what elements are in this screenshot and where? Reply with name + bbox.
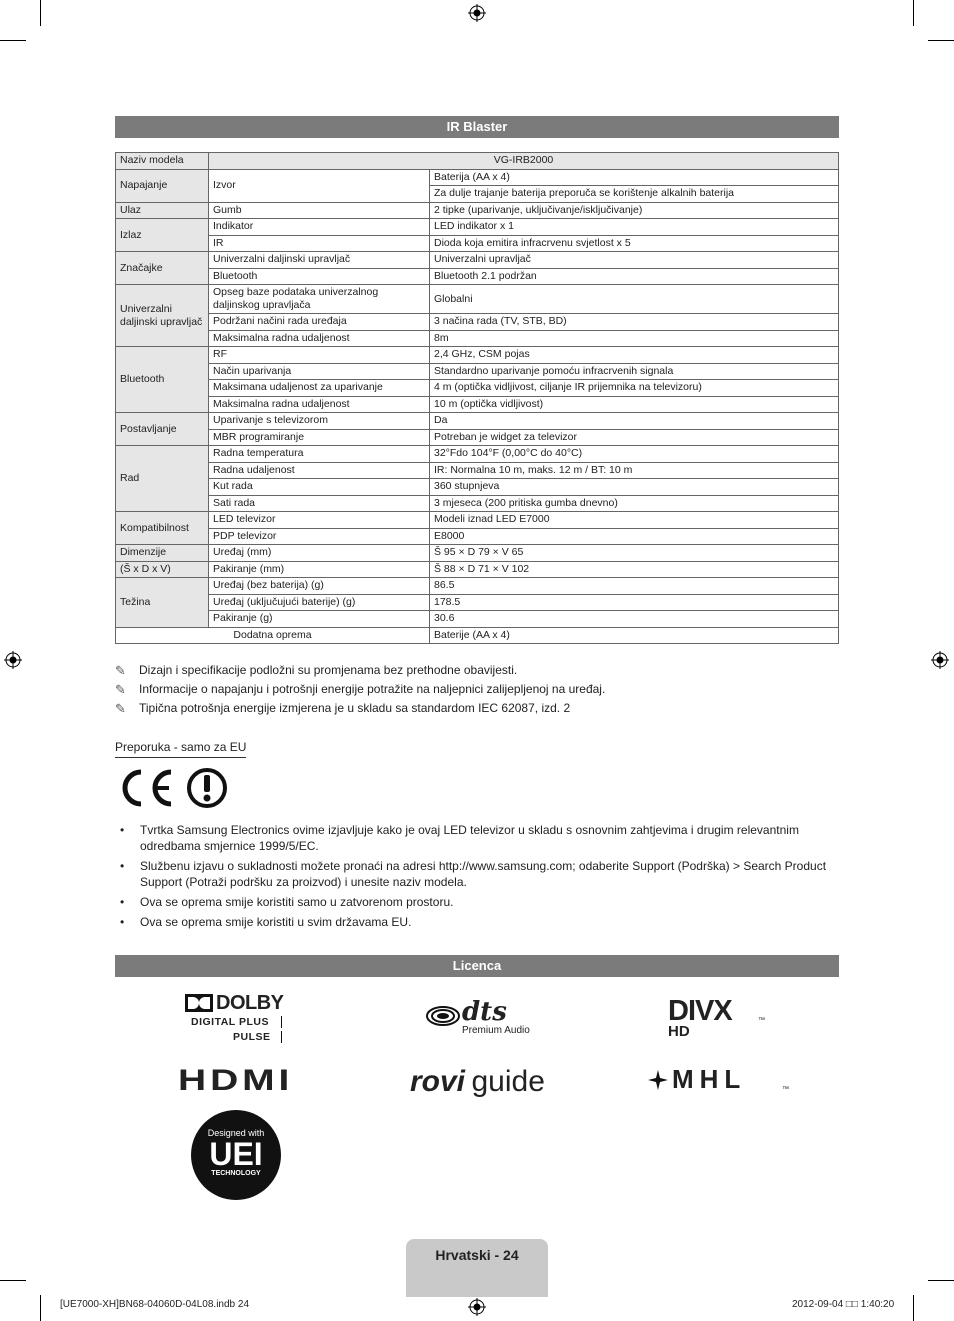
spec-subcategory: PDP televizor xyxy=(209,528,430,545)
table-row xyxy=(116,330,839,347)
spec-subcategory: Maksimalna radna udaljenost xyxy=(209,396,430,413)
table-row xyxy=(116,380,839,397)
table-row xyxy=(116,413,839,430)
pencil-note-icon: ✎ xyxy=(115,663,126,678)
footer-timestamp: 2012-09-04 □□ 1:40:20 xyxy=(792,1299,895,1310)
rovi-guide-logo xyxy=(410,1064,550,1102)
table-row xyxy=(116,235,839,252)
spec-value: Globalni xyxy=(430,285,839,314)
table-row xyxy=(116,347,839,364)
table-row xyxy=(116,169,839,186)
spec-subcategory: Radna temperatura xyxy=(209,446,430,463)
note-text: Tipična potrošnja energije izmjerena je u skladu sa standardom IEC 62087, izd. 2 xyxy=(139,701,571,715)
list-item-text: Službenu izjavu o sukladnosti možete pronaći na adresi http://www.samsung.com; odaberite Support (Podrška) > Search Product Support (Potraži podršku za proizvod) i unesite naziv modela. xyxy=(140,859,827,889)
alert-icon xyxy=(185,766,229,810)
spec-subcategory: Pakiranje (g) xyxy=(209,611,430,628)
spec-subcategory: Maksimalna radna udaljenost xyxy=(209,330,430,347)
spec-value: 3 mjeseca (200 pritiska gumba dnevno) xyxy=(430,495,839,512)
spec-value: 86.5 xyxy=(430,578,839,595)
spec-category: Napajanje xyxy=(116,169,209,202)
dolby-word: DOLBY xyxy=(216,992,284,1014)
table-row xyxy=(116,396,839,413)
dolby-line2: PULSE xyxy=(233,1031,282,1043)
pencil-note-icon: ✎ xyxy=(115,682,126,697)
spec-accessory-value: Baterije (AA x 4) xyxy=(430,627,839,644)
bullet-icon: • xyxy=(120,915,125,929)
mhl-word: MHL xyxy=(672,1064,747,1094)
spec-value: 3 načina rada (TV, STB, BD) xyxy=(430,314,839,331)
spec-value: Bluetooth 2.1 podržan xyxy=(430,268,839,285)
spec-value: Za dulje trajanje baterija preporuča se korištenje alkalnih baterija xyxy=(430,186,839,203)
section-header-ir-blaster: IR Blaster xyxy=(115,116,839,138)
crop-mark xyxy=(913,1295,914,1321)
spec-category: Univerzalni daljinski upravljač xyxy=(116,285,209,347)
spec-subcategory: Uređaj (mm) xyxy=(209,545,430,562)
registration-mark-icon xyxy=(931,651,949,669)
spec-category: Rad xyxy=(116,446,209,512)
page-label: Hrvatski - 24 xyxy=(435,1247,519,1263)
uei-logo xyxy=(191,1110,281,1200)
table-row xyxy=(116,528,839,545)
table-row xyxy=(116,153,839,170)
spec-value: Standardno uparivanje pomoću infracrvenih signala xyxy=(430,363,839,380)
mhl-tm: ™ xyxy=(782,1086,789,1093)
spec-subcategory: Izvor xyxy=(209,169,430,202)
mhl-logo xyxy=(648,1066,788,1098)
spec-category: (Š x D x V) xyxy=(116,561,209,578)
table-row xyxy=(116,314,839,331)
mhl-star-icon xyxy=(648,1070,668,1090)
dts-word: dts xyxy=(462,997,507,1027)
note-text: Informacije o napajanju i potrošnji energije potražite na naljepnici zalijepljenoj na uređaj. xyxy=(139,682,606,696)
dts-logo xyxy=(426,997,538,1039)
spec-subcategory: Gumb xyxy=(209,202,430,219)
table-row xyxy=(116,285,839,314)
bullet-icon: • xyxy=(120,895,125,909)
list-item-text: Tvrtka Samsung Electronics ovime izjavljuje kako je ovaj LED televizor u skladu s osnovnim zahtjevima i drugim relevantnim odredbama smjernice 1999/5/EC. xyxy=(140,823,799,853)
spec-model-value: VG-IRB2000 xyxy=(209,153,839,170)
uei-top: Designed with xyxy=(207,1128,265,1138)
crop-mark xyxy=(40,1295,41,1321)
list-item-text: Ova se oprema smije koristiti samo u zatvorenom prostoru. xyxy=(140,895,454,909)
note-item xyxy=(115,700,605,719)
dts-disc-icon xyxy=(426,1005,460,1027)
spec-subcategory: Uređaj (bez baterija) (g) xyxy=(209,578,430,595)
spec-label: Naziv modela xyxy=(116,153,209,170)
spec-value: 32°Fdo 104°F (0,00°C do 40°C) xyxy=(430,446,839,463)
spec-subcategory: Indikator xyxy=(209,219,430,236)
note-item xyxy=(115,662,605,681)
spec-subcategory: MBR programiranje xyxy=(209,429,430,446)
spec-value: Da xyxy=(430,413,839,430)
footer-file-info: [UE7000-XH]BN68-04060D-04L08.indb 24 xyxy=(60,1299,250,1310)
spec-value: 2,4 GHz, CSM pojas xyxy=(430,347,839,364)
spec-value: 2 tipke (uparivanje, uključivanje/isključivanje) xyxy=(430,202,839,219)
spec-value: LED indikator x 1 xyxy=(430,219,839,236)
spec-value: Š 95 × D 79 × V 65 xyxy=(430,545,839,562)
divx-hd: HD xyxy=(668,1023,690,1040)
dts-sub: Premium Audio xyxy=(462,1025,530,1036)
table-row xyxy=(116,594,839,611)
spec-value: E8000 xyxy=(430,528,839,545)
spec-value: Š 88 × D 71 × V 102 xyxy=(430,561,839,578)
list-item xyxy=(115,894,839,910)
spec-value: Univerzalni upravljač xyxy=(430,252,839,269)
page-number-tab xyxy=(406,1239,548,1297)
table-row xyxy=(116,479,839,496)
list-item xyxy=(115,858,839,890)
divx-word: DIVX xyxy=(668,995,732,1027)
registration-mark-icon xyxy=(468,4,486,22)
section-header-licence: Licenca xyxy=(115,955,839,977)
spec-subcategory: Kut rada xyxy=(209,479,430,496)
spec-value: 178.5 xyxy=(430,594,839,611)
spec-value: Baterija (AA x 4) xyxy=(430,169,839,186)
spec-category: Težina xyxy=(116,578,209,628)
spec-subcategory: Univerzalni daljinski upravljač xyxy=(209,252,430,269)
table-row xyxy=(116,446,839,463)
spec-value: Dioda koja emitira infracrvenu svjetlost x 5 xyxy=(430,235,839,252)
pencil-note-icon: ✎ xyxy=(115,701,126,716)
divx-hd-logo xyxy=(668,995,768,1041)
table-row xyxy=(116,219,839,236)
table-row xyxy=(116,252,839,269)
spec-value: IR: Normalna 10 m, maks. 12 m / BT: 10 m xyxy=(430,462,839,479)
spec-value: 30.6 xyxy=(430,611,839,628)
spec-value: 4 m (optička vidljivost, ciljanje IR prijemnika na televizoru) xyxy=(430,380,839,397)
crop-mark xyxy=(40,0,41,26)
spec-category: Kompatibilnost xyxy=(116,512,209,545)
spec-subcategory: Uparivanje s televizorom xyxy=(209,413,430,430)
note-item xyxy=(115,681,605,700)
recommendation-title: Preporuka - samo za EU xyxy=(115,740,246,758)
crop-mark xyxy=(0,1280,26,1281)
hdmi-logo: HDMI xyxy=(178,1064,294,1097)
spec-subcategory: Radna udaljenost xyxy=(209,462,430,479)
table-row xyxy=(116,268,839,285)
dolby-line1: DIGITAL PLUS xyxy=(191,1016,282,1028)
table-row xyxy=(116,578,839,595)
spec-category: Postavljanje xyxy=(116,413,209,446)
table-row xyxy=(116,495,839,512)
spec-subcategory: LED televizor xyxy=(209,512,430,529)
spec-value: 360 stupnjeva xyxy=(430,479,839,496)
spec-subcategory: Način uparivanja xyxy=(209,363,430,380)
table-row xyxy=(116,611,839,628)
table-row xyxy=(116,627,839,644)
spec-category: Značajke xyxy=(116,252,209,285)
table-row xyxy=(116,429,839,446)
spec-category: Ulaz xyxy=(116,202,209,219)
registration-mark-icon xyxy=(4,651,22,669)
list-item xyxy=(115,822,839,854)
table-row xyxy=(116,561,839,578)
spec-table xyxy=(115,152,839,644)
spec-category: Bluetooth xyxy=(116,347,209,413)
rovi-word: rovi xyxy=(410,1065,466,1098)
table-row xyxy=(116,512,839,529)
spec-subcategory: IR xyxy=(209,235,430,252)
spec-subcategory: Bluetooth xyxy=(209,268,430,285)
list-item xyxy=(115,914,839,930)
guide-word: guide xyxy=(471,1065,545,1098)
dolby-logo xyxy=(185,994,287,1046)
uei-mid: UEI xyxy=(209,1136,263,1172)
spec-value: 8m xyxy=(430,330,839,347)
list-item-text: Ova se oprema smije koristiti u svim državama EU. xyxy=(140,915,412,929)
spec-subcategory: Opseg baze podataka univerzalnog daljinskog upravljača xyxy=(209,285,430,314)
table-row xyxy=(116,363,839,380)
table-row xyxy=(116,202,839,219)
spec-value: 10 m (optička vidljivost) xyxy=(430,396,839,413)
crop-mark xyxy=(913,0,914,26)
dolby-double-d-icon xyxy=(185,994,213,1012)
spec-subcategory: Uređaj (uključujući baterije) (g) xyxy=(209,594,430,611)
bullet-icon: • xyxy=(120,859,125,873)
spec-category: Dimenzije xyxy=(116,545,209,562)
spec-subcategory: Maksimana udaljenost za uparivanje xyxy=(209,380,430,397)
notes-list xyxy=(115,662,605,719)
spec-value: Modeli iznad LED E7000 xyxy=(430,512,839,529)
divx-tm: ™ xyxy=(758,1017,765,1024)
spec-accessory-label: Dodatna oprema xyxy=(116,627,430,644)
spec-category: Izlaz xyxy=(116,219,209,252)
ce-mark-icon xyxy=(115,766,177,810)
spec-subcategory: Sati rada xyxy=(209,495,430,512)
crop-mark xyxy=(0,40,26,41)
note-text: Dizajn i specifikacije podložni su promjenama bez prethodne obavijesti. xyxy=(139,663,518,677)
table-row xyxy=(116,545,839,562)
crop-mark xyxy=(928,1280,954,1281)
recommendation-list xyxy=(115,822,839,934)
bullet-icon: • xyxy=(120,823,125,837)
registration-mark-icon xyxy=(468,1298,486,1316)
uei-bottom: TECHNOLOGY xyxy=(211,1170,261,1177)
spec-subcategory: Podržani načini rada uređaja xyxy=(209,314,430,331)
spec-subcategory: RF xyxy=(209,347,430,364)
spec-subcategory: Pakiranje (mm) xyxy=(209,561,430,578)
spec-value: Potreban je widget za televizor xyxy=(430,429,839,446)
crop-mark xyxy=(928,40,954,41)
table-row xyxy=(116,462,839,479)
